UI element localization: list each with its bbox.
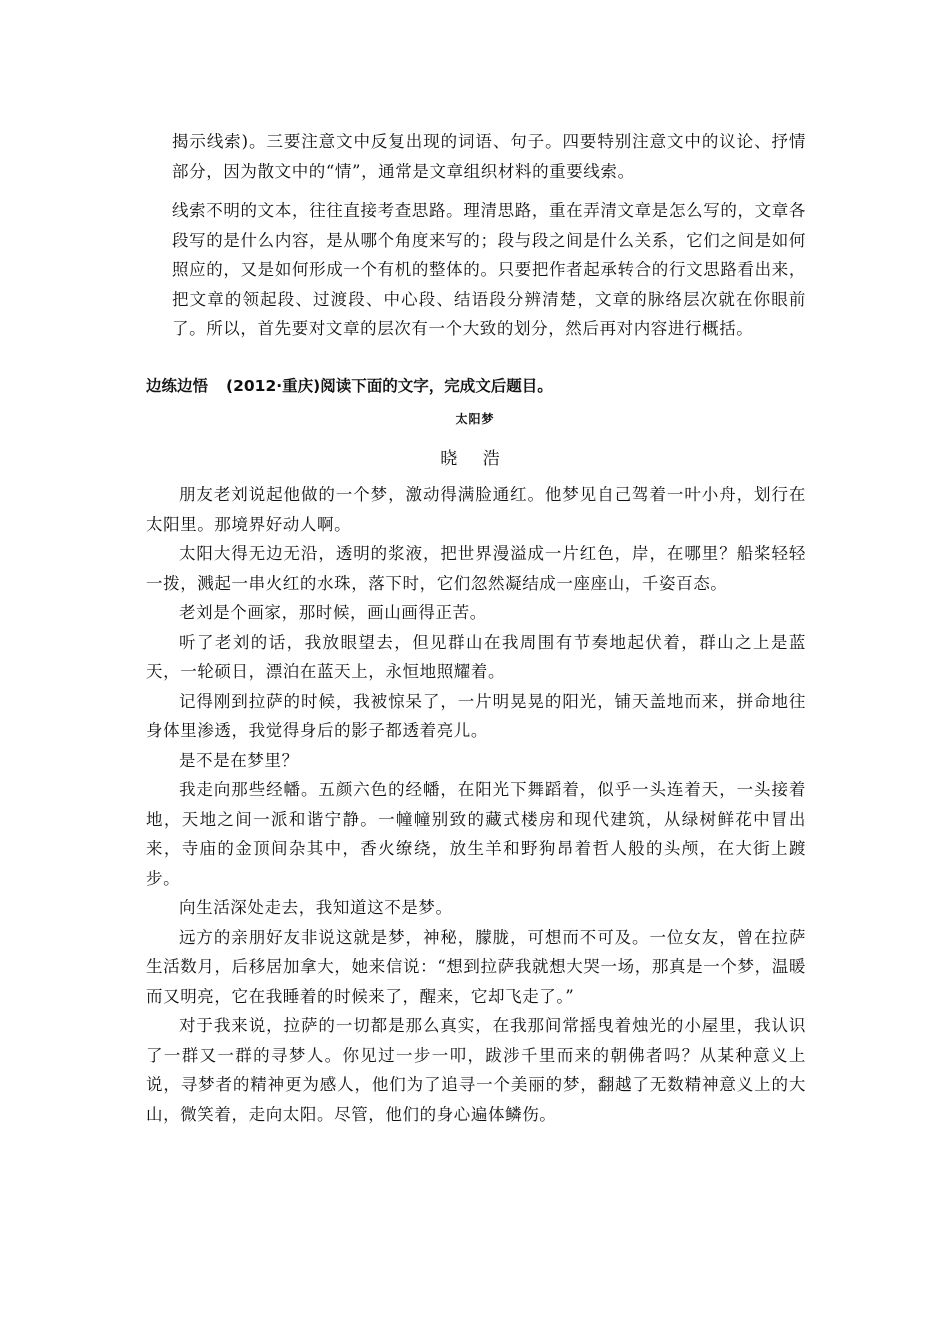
exercise-tag: 边练边悟	[146, 377, 209, 395]
intro-block-2	[172, 196, 806, 344]
exercise-instruction: (2012·重庆)阅读下面的文字，完成文后题目。	[226, 377, 553, 395]
intro-paragraph-2: 线索不明的文本，往往直接考查思路。理清思路，重在弄清文章是怎么写的，文章各段写的是什么内容，是从哪个角度来写的；段与段之间是什么关系，它们之间是如何照应的，又是如何形成一个有机的整体的。只要把作者起承转合的行文思路看出来，把文章的领起段、过渡段、中心段、结语段分辨清楚，文章的脉络层次就在你眼前了。所以，首先要对文章的层次有一个大致的划分，然后再对内容进行概括。	[172, 201, 806, 338]
article-author: 晓 浩	[440, 449, 510, 469]
exercise-heading	[146, 371, 806, 402]
article-paragraph: 记得刚到拉萨的时候，我被惊呆了，一片明晃晃的阳光，铺天盖地而来，拼命地往身体里渗透，我觉得身后的影子都透着亮儿。	[146, 691, 806, 740]
article-paragraph: 朋友老刘说起他做的一个梦，激动得满脸通红。他梦见自己驾着一叶小舟，划行在太阳里。那境界好动人啊。	[146, 485, 806, 534]
intro-paragraph-1: 揭示线索)。三要注意文中反复出现的词语、句子。四要特别注意文中的议论、抒情部分，因为散文中的“情”，通常是文章组织材料的重要线索。	[172, 132, 806, 181]
article-paragraph: 是不是在梦里？	[179, 750, 299, 770]
article-paragraph: 远方的亲朋好友非说这就是梦，神秘，朦胧，可想而不可及。一位女友，曾在拉萨生活数月，后移居加拿大，她来信说：“想到拉萨我就想大哭一场，那真是一个梦，温暖而又明亮，它在我睡着的时候来了，醒来，它却飞走了。”	[146, 927, 806, 1006]
intro-block-1	[172, 127, 806, 186]
article-body	[146, 480, 806, 1129]
article-title: 太阳梦	[455, 412, 495, 426]
article-paragraph: 听了老刘的话，我放眼望去，但见群山在我周围有节奏地起伏着，群山之上是蓝天，一轮硕日，漂泊在蓝天上，永恒地照耀着。	[146, 632, 806, 681]
article-paragraph: 对于我来说，拉萨的一切都是那么真实，在我那间常摇曳着烛光的小屋里，我认识了一群又一群的寻梦人。你见过一步一叩，跋涉千里而来的朝佛者吗？从某种意义上说，寻梦者的精神更为感人，他们为了追寻一个美丽的梦，翻越了无数精神意义上的大山，微笑着，走向太阳。尽管，他们的身心遍体鳞伤。	[146, 1016, 806, 1124]
article-paragraph: 向生活深处走去，我知道这不是梦。	[179, 898, 453, 917]
article-paragraph: 我走向那些经幡。五颜六色的经幡，在阳光下舞蹈着，似乎一头连着天，一头接着地，天地之间一派和谐宁静。一幢幢别致的藏式楼房和现代建筑，从绿树鲜花中冒出来，寺庙的金顶间杂其中，香火缭绕，放生羊和野狗昂着哲人般的头颅，在大街上踱步。	[146, 780, 806, 888]
article-paragraph: 老刘是个画家，那时候，画山画得正苦。	[179, 603, 487, 622]
article-paragraph: 太阳大得无边无沿，透明的浆液，把世界漫溢成一片红色，岸，在哪里？船桨轻轻一拨，溅起一串火红的水珠，落下时，它们忽然凝结成一座座山，千姿百态。	[146, 544, 806, 593]
